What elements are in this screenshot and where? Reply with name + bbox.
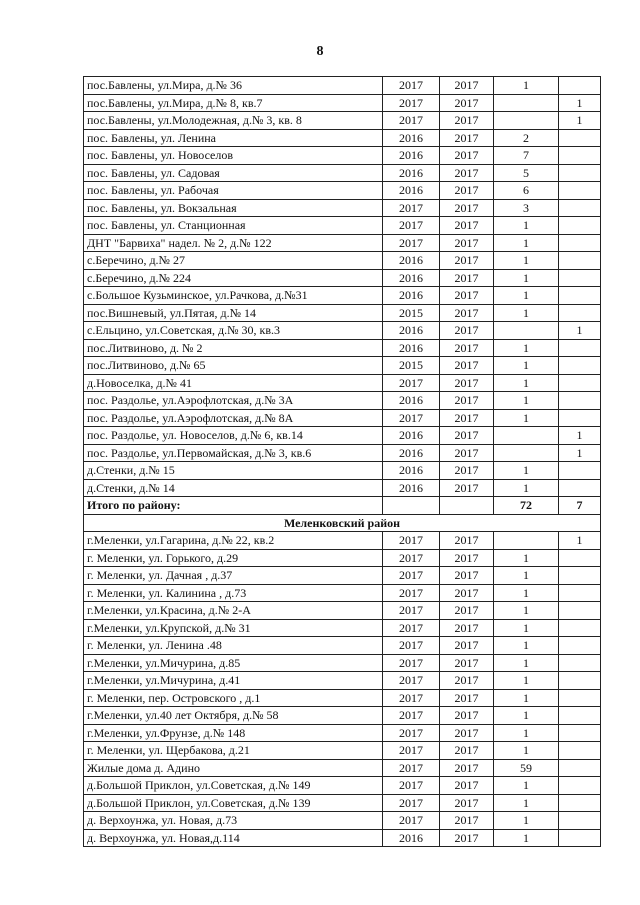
address-cell: пос. Бавлены, ул. Вокзальная bbox=[84, 199, 383, 217]
table-row bbox=[84, 182, 601, 200]
year1-cell: 2016 bbox=[383, 339, 440, 357]
count1-cell: 5 bbox=[494, 164, 559, 182]
count2-cell bbox=[559, 374, 601, 392]
count2-cell: 1 bbox=[559, 112, 601, 130]
housing-table bbox=[83, 76, 601, 847]
address-cell: с.Большое Кузьминское, ул.Рачкова, д.№31 bbox=[84, 287, 383, 305]
count1-cell: 1 bbox=[494, 829, 559, 847]
year2-cell: 2017 bbox=[440, 724, 494, 742]
count2-cell bbox=[559, 147, 601, 165]
address-cell: пос. Бавлены, ул. Станционная bbox=[84, 217, 383, 235]
year2-cell: 2017 bbox=[440, 252, 494, 270]
year2-cell: 2017 bbox=[440, 637, 494, 655]
year1-cell: 2017 bbox=[383, 777, 440, 795]
table-row bbox=[84, 707, 601, 725]
year1-cell: 2017 bbox=[383, 742, 440, 760]
table-row bbox=[84, 444, 601, 462]
address-cell: г.Меленки, ул.Мичурина, д.41 bbox=[84, 672, 383, 690]
count1-cell: 1 bbox=[494, 304, 559, 322]
year1-cell: 2017 bbox=[383, 234, 440, 252]
year2-cell: 2017 bbox=[440, 444, 494, 462]
count1-cell bbox=[494, 322, 559, 340]
table-row bbox=[84, 339, 601, 357]
year1-cell: 2016 bbox=[383, 427, 440, 445]
count1-cell: 1 bbox=[494, 567, 559, 585]
address-cell: г.Меленки, ул.Гагарина, д.№ 22, кв.2 bbox=[84, 532, 383, 550]
count1-cell: 3 bbox=[494, 199, 559, 217]
table-row bbox=[84, 619, 601, 637]
year1-cell: 2017 bbox=[383, 112, 440, 130]
year2-cell: 2017 bbox=[440, 182, 494, 200]
count1-cell: 6 bbox=[494, 182, 559, 200]
address-cell: Итого по району: bbox=[84, 497, 383, 515]
address-cell: г.Меленки, ул.Мичурина, д.85 bbox=[84, 654, 383, 672]
count1-cell: 1 bbox=[494, 619, 559, 637]
count1-cell: 1 bbox=[494, 689, 559, 707]
address-cell: г.Меленки, ул.Фрунзе, д.№ 148 bbox=[84, 724, 383, 742]
count1-cell: 1 bbox=[494, 794, 559, 812]
count2-cell bbox=[559, 637, 601, 655]
address-cell: с.Беречино, д.№ 224 bbox=[84, 269, 383, 287]
year1-cell bbox=[383, 497, 440, 515]
year2-cell: 2017 bbox=[440, 672, 494, 690]
address-cell: пос.Бавлены, ул.Мира, д.№ 8, кв.7 bbox=[84, 94, 383, 112]
year2-cell: 2017 bbox=[440, 689, 494, 707]
address-cell: пос.Вишневый, ул.Пятая, д.№ 14 bbox=[84, 304, 383, 322]
count2-cell bbox=[559, 707, 601, 725]
year2-cell: 2017 bbox=[440, 374, 494, 392]
address-cell: пос. Бавлены, ул. Рабочая bbox=[84, 182, 383, 200]
year2-cell: 2017 bbox=[440, 77, 494, 95]
year1-cell: 2017 bbox=[383, 374, 440, 392]
year1-cell: 2017 bbox=[383, 409, 440, 427]
total-row bbox=[84, 497, 601, 515]
count2-cell: 1 bbox=[559, 427, 601, 445]
count1-cell: 59 bbox=[494, 759, 559, 777]
year2-cell: 2017 bbox=[440, 129, 494, 147]
year1-cell: 2017 bbox=[383, 812, 440, 830]
count1-cell: 1 bbox=[494, 584, 559, 602]
table-row bbox=[84, 304, 601, 322]
year1-cell: 2017 bbox=[383, 199, 440, 217]
count2-cell bbox=[559, 567, 601, 585]
count1-cell bbox=[494, 427, 559, 445]
count1-cell bbox=[494, 532, 559, 550]
table-row bbox=[84, 77, 601, 95]
count2-cell bbox=[559, 619, 601, 637]
year1-cell: 2016 bbox=[383, 182, 440, 200]
year2-cell: 2017 bbox=[440, 462, 494, 480]
year1-cell: 2017 bbox=[383, 217, 440, 235]
count2-cell: 1 bbox=[559, 322, 601, 340]
count1-cell: 1 bbox=[494, 462, 559, 480]
count2-cell bbox=[559, 217, 601, 235]
count2-cell: 1 bbox=[559, 532, 601, 550]
count2-cell bbox=[559, 409, 601, 427]
year2-cell: 2017 bbox=[440, 549, 494, 567]
district-header-row bbox=[84, 514, 601, 532]
count2-cell bbox=[559, 269, 601, 287]
year2-cell: 2017 bbox=[440, 479, 494, 497]
count2-cell bbox=[559, 287, 601, 305]
year1-cell: 2015 bbox=[383, 357, 440, 375]
table-row bbox=[84, 532, 601, 550]
table-row bbox=[84, 374, 601, 392]
table-row bbox=[84, 602, 601, 620]
table-row bbox=[84, 462, 601, 480]
address-cell: пос. Бавлены, ул. Садовая bbox=[84, 164, 383, 182]
page-number: 8 bbox=[316, 44, 324, 59]
count2-cell bbox=[559, 479, 601, 497]
table-row bbox=[84, 287, 601, 305]
year2-cell: 2017 bbox=[440, 829, 494, 847]
count1-cell: 1 bbox=[494, 77, 559, 95]
count1-cell: 1 bbox=[494, 812, 559, 830]
year1-cell: 2017 bbox=[383, 567, 440, 585]
count2-cell bbox=[559, 357, 601, 375]
count1-cell: 1 bbox=[494, 672, 559, 690]
table-body bbox=[84, 77, 601, 847]
count2-cell bbox=[559, 234, 601, 252]
year2-cell: 2017 bbox=[440, 602, 494, 620]
count2-cell bbox=[559, 689, 601, 707]
table-row bbox=[84, 199, 601, 217]
count1-cell: 2 bbox=[494, 129, 559, 147]
count2-cell: 1 bbox=[559, 94, 601, 112]
address-cell: д. Верхоунжа, ул. Новая, д.73 bbox=[84, 812, 383, 830]
year1-cell: 2017 bbox=[383, 794, 440, 812]
year1-cell: 2016 bbox=[383, 164, 440, 182]
count2-cell bbox=[559, 584, 601, 602]
year2-cell: 2017 bbox=[440, 199, 494, 217]
count2-cell bbox=[559, 742, 601, 760]
address-cell: пос.Бавлены, ул.Молодежная, д.№ 3, кв. 8 bbox=[84, 112, 383, 130]
year1-cell: 2017 bbox=[383, 654, 440, 672]
address-cell: с.Беречино, д.№ 27 bbox=[84, 252, 383, 270]
address-cell: пос. Бавлены, ул. Новоселов bbox=[84, 147, 383, 165]
year2-cell: 2017 bbox=[440, 427, 494, 445]
count2-cell bbox=[559, 77, 601, 95]
count2-cell: 1 bbox=[559, 444, 601, 462]
year1-cell: 2017 bbox=[383, 602, 440, 620]
year2-cell: 2017 bbox=[440, 759, 494, 777]
address-cell: г.Меленки, ул.Крупской, д.№ 31 bbox=[84, 619, 383, 637]
year2-cell: 2017 bbox=[440, 234, 494, 252]
table-row bbox=[84, 409, 601, 427]
count1-cell: 1 bbox=[494, 602, 559, 620]
count1-cell: 1 bbox=[494, 217, 559, 235]
count1-cell bbox=[494, 444, 559, 462]
count1-cell bbox=[494, 94, 559, 112]
address-cell: Жилые дома д. Адино bbox=[84, 759, 383, 777]
count1-cell: 1 bbox=[494, 392, 559, 410]
table-row bbox=[84, 147, 601, 165]
address-cell: пос. Раздолье, ул. Новоселов, д.№ 6, кв.14 bbox=[84, 427, 383, 445]
year1-cell: 2017 bbox=[383, 759, 440, 777]
count2-cell bbox=[559, 812, 601, 830]
year2-cell: 2017 bbox=[440, 567, 494, 585]
table-row bbox=[84, 357, 601, 375]
count1-cell: 72 bbox=[494, 497, 559, 515]
count2-cell bbox=[559, 129, 601, 147]
address-cell: пос.Бавлены, ул.Мира, д.№ 36 bbox=[84, 77, 383, 95]
year1-cell: 2017 bbox=[383, 584, 440, 602]
count2-cell bbox=[559, 339, 601, 357]
count1-cell bbox=[494, 112, 559, 130]
year1-cell: 2016 bbox=[383, 269, 440, 287]
count2-cell bbox=[559, 794, 601, 812]
address-cell: с.Ельцино, ул.Советская, д.№ 30, кв.3 bbox=[84, 322, 383, 340]
year1-cell: 2017 bbox=[383, 724, 440, 742]
count1-cell: 1 bbox=[494, 549, 559, 567]
year2-cell: 2017 bbox=[440, 619, 494, 637]
count2-cell bbox=[559, 182, 601, 200]
year2-cell: 2017 bbox=[440, 322, 494, 340]
count2-cell bbox=[559, 199, 601, 217]
count1-cell: 1 bbox=[494, 357, 559, 375]
count2-cell bbox=[559, 549, 601, 567]
table-row bbox=[84, 777, 601, 795]
count1-cell: 1 bbox=[494, 707, 559, 725]
table-row bbox=[84, 689, 601, 707]
year2-cell: 2017 bbox=[440, 147, 494, 165]
year1-cell: 2016 bbox=[383, 444, 440, 462]
count1-cell: 1 bbox=[494, 777, 559, 795]
table-row bbox=[84, 217, 601, 235]
address-cell: г. Меленки, пер. Островского , д.1 bbox=[84, 689, 383, 707]
count2-cell bbox=[559, 654, 601, 672]
address-cell: д.Большой Приклон, ул.Советская, д.№ 149 bbox=[84, 777, 383, 795]
count2-cell bbox=[559, 462, 601, 480]
year1-cell: 2016 bbox=[383, 147, 440, 165]
year1-cell: 2017 bbox=[383, 77, 440, 95]
year2-cell: 2017 bbox=[440, 742, 494, 760]
address-cell: г. Меленки, ул. Дачная , д.37 bbox=[84, 567, 383, 585]
year2-cell: 2017 bbox=[440, 654, 494, 672]
count2-cell bbox=[559, 724, 601, 742]
table-row bbox=[84, 252, 601, 270]
year2-cell: 2017 bbox=[440, 409, 494, 427]
year1-cell: 2016 bbox=[383, 129, 440, 147]
table-row bbox=[84, 322, 601, 340]
year2-cell: 2017 bbox=[440, 269, 494, 287]
table-row bbox=[84, 164, 601, 182]
count1-cell: 1 bbox=[494, 287, 559, 305]
table-row bbox=[84, 672, 601, 690]
table-row bbox=[84, 234, 601, 252]
count1-cell: 1 bbox=[494, 234, 559, 252]
count1-cell: 1 bbox=[494, 269, 559, 287]
year1-cell: 2017 bbox=[383, 707, 440, 725]
address-cell: пос. Бавлены, ул. Ленина bbox=[84, 129, 383, 147]
address-cell: д.Новоселка, д.№ 41 bbox=[84, 374, 383, 392]
table-row bbox=[84, 129, 601, 147]
year2-cell: 2017 bbox=[440, 287, 494, 305]
year1-cell: 2015 bbox=[383, 304, 440, 322]
address-cell: д. Верхоунжа, ул. Новая,д.114 bbox=[84, 829, 383, 847]
table-row bbox=[84, 427, 601, 445]
year1-cell: 2016 bbox=[383, 252, 440, 270]
count2-cell bbox=[559, 252, 601, 270]
year1-cell: 2016 bbox=[383, 322, 440, 340]
count2-cell bbox=[559, 777, 601, 795]
table-row bbox=[84, 549, 601, 567]
count2-cell bbox=[559, 392, 601, 410]
year2-cell: 2017 bbox=[440, 217, 494, 235]
count2-cell bbox=[559, 672, 601, 690]
year1-cell: 2016 bbox=[383, 392, 440, 410]
year2-cell: 2017 bbox=[440, 392, 494, 410]
table-row bbox=[84, 812, 601, 830]
count1-cell: 7 bbox=[494, 147, 559, 165]
count1-cell: 1 bbox=[494, 742, 559, 760]
year2-cell: 2017 bbox=[440, 94, 494, 112]
count1-cell: 1 bbox=[494, 654, 559, 672]
address-cell: г. Меленки, ул. Щербакова, д.21 bbox=[84, 742, 383, 760]
table-row bbox=[84, 742, 601, 760]
count2-cell bbox=[559, 759, 601, 777]
year1-cell: 2016 bbox=[383, 479, 440, 497]
count2-cell: 7 bbox=[559, 497, 601, 515]
year2-cell: 2017 bbox=[440, 794, 494, 812]
table-row bbox=[84, 112, 601, 130]
count1-cell: 1 bbox=[494, 479, 559, 497]
year2-cell bbox=[440, 497, 494, 515]
count1-cell: 1 bbox=[494, 374, 559, 392]
year1-cell: 2017 bbox=[383, 94, 440, 112]
table-row bbox=[84, 637, 601, 655]
address-cell: д.Большой Приклон, ул.Советская, д.№ 139 bbox=[84, 794, 383, 812]
year1-cell: 2017 bbox=[383, 672, 440, 690]
table-row bbox=[84, 567, 601, 585]
address-cell: г. Меленки, ул. Горького, д.29 bbox=[84, 549, 383, 567]
year2-cell: 2017 bbox=[440, 584, 494, 602]
address-cell: пос.Литвиново, д.№ 65 bbox=[84, 357, 383, 375]
district-name: Меленковский район bbox=[84, 514, 601, 532]
address-cell: г.Меленки, ул.40 лет Октября, д.№ 58 bbox=[84, 707, 383, 725]
address-cell: пос. Раздолье, ул.Аэрофлотская, д.№ 3А bbox=[84, 392, 383, 410]
year1-cell: 2017 bbox=[383, 532, 440, 550]
table-row bbox=[84, 269, 601, 287]
count2-cell bbox=[559, 304, 601, 322]
count1-cell: 1 bbox=[494, 409, 559, 427]
year2-cell: 2017 bbox=[440, 777, 494, 795]
table-row bbox=[84, 759, 601, 777]
count1-cell: 1 bbox=[494, 724, 559, 742]
year1-cell: 2017 bbox=[383, 549, 440, 567]
address-cell: пос. Раздолье, ул.Аэрофлотская, д.№ 8А bbox=[84, 409, 383, 427]
year1-cell: 2016 bbox=[383, 829, 440, 847]
address-cell: пос.Литвиново, д. № 2 bbox=[84, 339, 383, 357]
year2-cell: 2017 bbox=[440, 112, 494, 130]
count1-cell: 1 bbox=[494, 637, 559, 655]
year2-cell: 2017 bbox=[440, 707, 494, 725]
year1-cell: 2017 bbox=[383, 689, 440, 707]
address-cell: д.Стенки, д.№ 14 bbox=[84, 479, 383, 497]
table-row bbox=[84, 794, 601, 812]
table-row bbox=[84, 724, 601, 742]
year1-cell: 2017 bbox=[383, 637, 440, 655]
year2-cell: 2017 bbox=[440, 357, 494, 375]
count2-cell bbox=[559, 602, 601, 620]
count1-cell: 1 bbox=[494, 339, 559, 357]
table-row bbox=[84, 479, 601, 497]
year1-cell: 2017 bbox=[383, 619, 440, 637]
address-cell: д.Стенки, д.№ 15 bbox=[84, 462, 383, 480]
address-cell: г.Меленки, ул.Красина, д.№ 2-А bbox=[84, 602, 383, 620]
count2-cell bbox=[559, 164, 601, 182]
table-row bbox=[84, 392, 601, 410]
address-cell: ДНТ "Барвиха" надел. № 2, д.№ 122 bbox=[84, 234, 383, 252]
address-cell: пос. Раздолье, ул.Первомайская, д.№ 3, кв.6 bbox=[84, 444, 383, 462]
year2-cell: 2017 bbox=[440, 164, 494, 182]
year1-cell: 2016 bbox=[383, 287, 440, 305]
count1-cell: 1 bbox=[494, 252, 559, 270]
year2-cell: 2017 bbox=[440, 812, 494, 830]
year1-cell: 2016 bbox=[383, 462, 440, 480]
year2-cell: 2017 bbox=[440, 532, 494, 550]
table-row bbox=[84, 584, 601, 602]
address-cell: г. Меленки, ул. Калинина , д.73 bbox=[84, 584, 383, 602]
count2-cell bbox=[559, 829, 601, 847]
table-row bbox=[84, 829, 601, 847]
table-row bbox=[84, 94, 601, 112]
address-cell: г. Меленки, ул. Ленина .48 bbox=[84, 637, 383, 655]
table-row bbox=[84, 654, 601, 672]
year2-cell: 2017 bbox=[440, 304, 494, 322]
year2-cell: 2017 bbox=[440, 339, 494, 357]
